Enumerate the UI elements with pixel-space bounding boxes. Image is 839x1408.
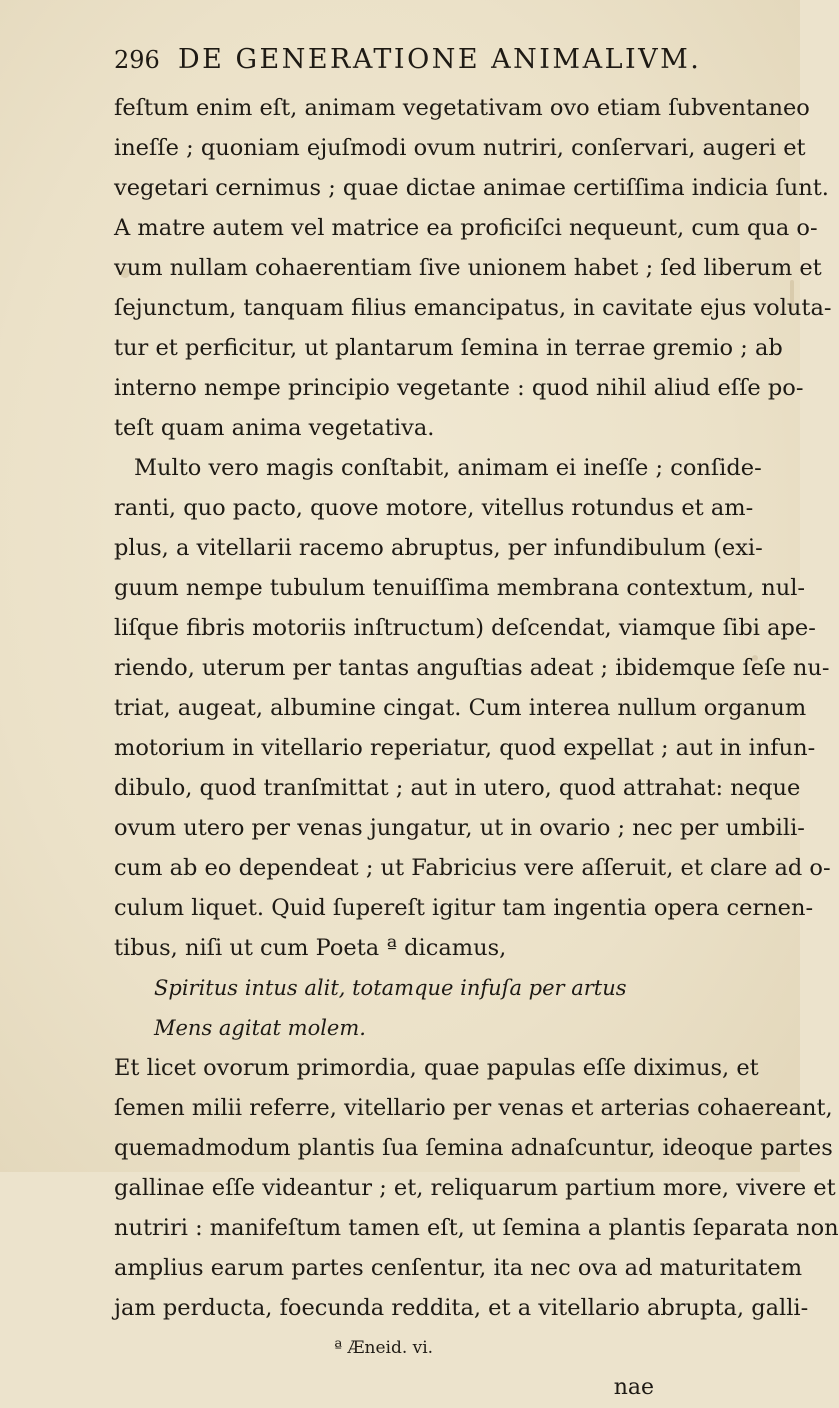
running-title: DE GENERATIONE ANIMALIVM.	[178, 44, 702, 75]
text-line: A matre autem vel matrice ea proficiſci nequeunt, cum qua o-	[114, 215, 818, 241]
text-line: teſt quam anima vegetativa.	[114, 415, 435, 441]
text-line: triat, augeat, albumine cingat. Cum interea nullum organum	[114, 695, 807, 721]
text-line: liſque fibris motoriis inſtructum) deſcendat, viamque ſibi ape-	[114, 615, 816, 641]
footnote: ª Æneid. vi.	[334, 1338, 434, 1358]
text-line: gallinae eſſe videantur ; et, reliquarum partium more, vivere et	[114, 1175, 836, 1201]
text-line: vegetari cernimus ; quae dictae animae certiſſima indicia ſunt.	[114, 175, 829, 201]
verse-line: Mens agitat molem.	[154, 1016, 366, 1040]
text-line: jam perducta, foecunda reddita, et a vitellario abrupta, galli-	[114, 1295, 809, 1321]
text-line: tibus, niſi ut cum Poeta ª dicamus,	[114, 935, 507, 961]
main-text	[114, 88, 839, 1408]
text-line: vum nullam cohaerentiam ſive unionem habet ; ſed liberum et	[114, 255, 822, 281]
text-line: ſejunctum, tanquam filius emancipatus, in cavitate ejus voluta-	[114, 295, 832, 321]
page-number: 296	[114, 46, 160, 74]
text-line: interno nempe principio vegetante : quod nihil aliud eſſe po-	[114, 375, 804, 401]
text-line: culum liquet. Quid ſupereſt igitur tam ingentia opera cernen-	[114, 895, 814, 921]
text-line: ineſſe ; quoniam ejuſmodi ovum nutriri, conſervari, augeri et	[114, 135, 806, 161]
paragraph-start-line: Multo vero magis conſtabit, animam ei ineſſe ; conſide-	[134, 455, 762, 481]
text-line: ſemen milii referre, vitellario per venas et arterias cohaereant,	[114, 1095, 833, 1121]
text-line: cum ab eo dependeat ; ut Fabricius vere aſſeruit, et clare ad o-	[114, 855, 831, 881]
running-header	[114, 44, 714, 76]
text-line: ranti, quo pacto, quove motore, vitellus rotundus et am-	[114, 495, 754, 521]
text-line: ovum utero per venas jungatur, ut in ovario ; nec per umbili-	[114, 815, 805, 841]
text-line: feſtum enim eſt, animam vegetativam ovo etiam ſubventaneo	[114, 95, 810, 121]
text-line: guum nempe tubulum tenuiſſima membrana contextum, nul-	[114, 575, 806, 601]
text-line: tur et perficitur, ut plantarum ſemina in terrae gremio ; ab	[114, 335, 783, 361]
catchword: nae	[613, 1375, 654, 1400]
text-line: Et licet ovorum primordia, quae papulas eſſe diximus, et	[114, 1055, 759, 1081]
text-line: motorium in vitellario reperiatur, quod expellat ; aut in infun-	[114, 735, 816, 761]
verse-line: Spiritus intus alit, totamque infuſa per artus	[154, 976, 627, 1000]
text-line: plus, a vitellarii racemo abruptus, per infundibulum (exi-	[114, 535, 763, 561]
text-line: amplius earum partes cenſentur, ita nec ova ad maturitatem	[114, 1255, 803, 1281]
text-line: quemadmodum plantis ſua ſemina adnaſcuntur, ideoque partes	[114, 1135, 833, 1161]
text-line: nutriri : manifeſtum tamen eſt, ut ſemina a plantis ſeparata non	[114, 1215, 839, 1241]
text-line: riendo, uterum per tantas anguſtias adeat ; ibidemque ſeſe nu-	[114, 655, 830, 681]
text-line: dibulo, quod tranſmittat ; aut in utero, quod attrahat: neque	[114, 775, 801, 801]
